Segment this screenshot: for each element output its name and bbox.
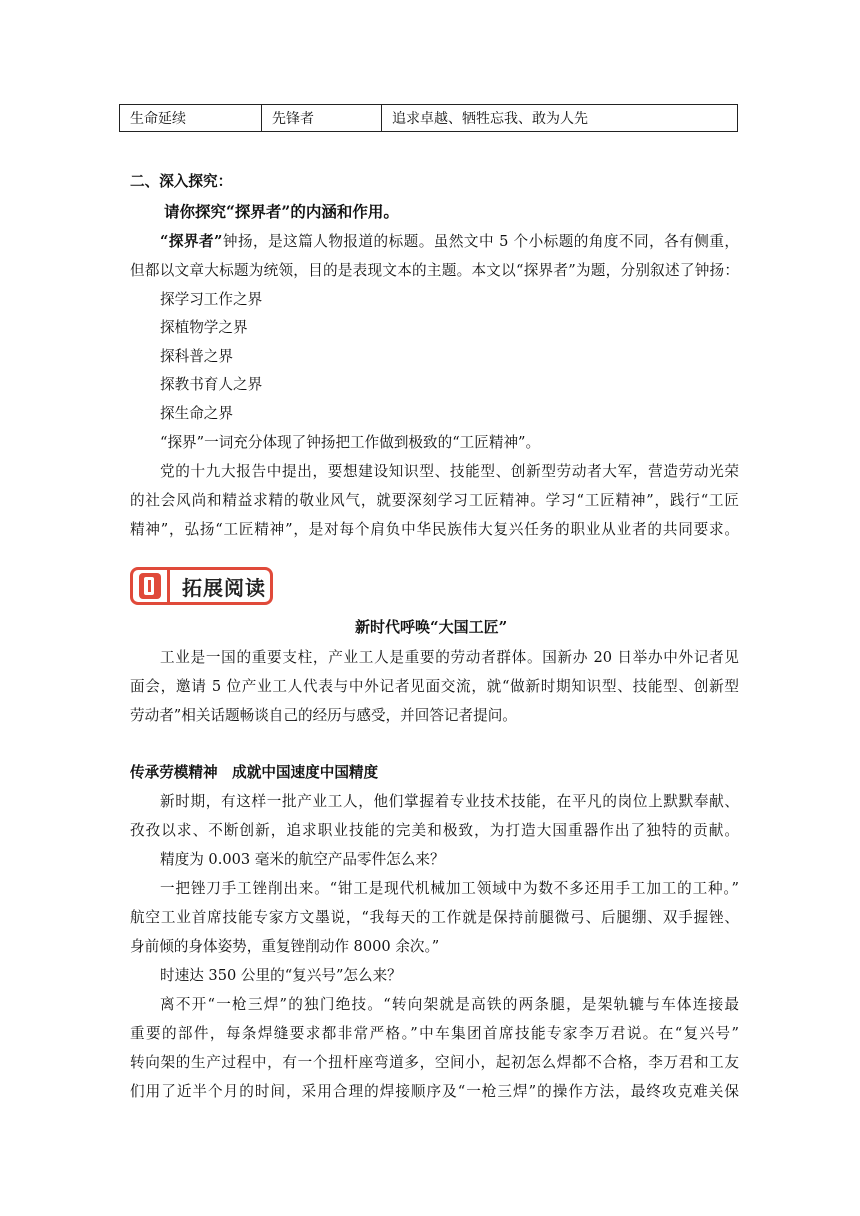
paragraph-text: 钟扬，是这篇人物报道的标题。虽然文中 5 个小标题的角度不同，各有侧重， (222, 233, 739, 250)
paragraph-line: 们用了近半个月的时间，采用合理的焊接顺序及“一枪三焊”的操作方法，最终攻克难关保 (130, 1083, 739, 1100)
table-cell: 生命延续 (120, 105, 262, 132)
list-item: 探生命之界 (160, 405, 233, 422)
question-text: 请你探究“探界者”的内涵和作用。 (164, 202, 399, 221)
paragraph-line: 一把锉刀手工锉削出来。“钳工是现代机械加工领域中为数不多还用手工加工的工种。” (160, 880, 739, 897)
list-item: 探教书育人之界 (160, 376, 263, 393)
list-item: 探植物学之界 (160, 319, 248, 336)
book-icon (139, 573, 161, 599)
list-item: 探学习工作之界 (160, 291, 263, 308)
section-heading: 二、深入探究： (130, 173, 233, 190)
paragraph-line: 重要的部件，每条焊缝要求都非常严格。”中车集团首席技能专家李万君说。在“复兴号” (130, 1025, 739, 1042)
question-line: 时速达 350 公里的“复兴号”怎么来？ (160, 967, 402, 984)
paragraph-line: 面会，邀请 5 位产业工人代表与中外记者见面交流，就“做新时期知识型、技能型、创新型 (130, 678, 739, 695)
table-row (120, 105, 738, 132)
paragraph-line: 劳动者”相关话题畅谈自己的经历与感受，并回答记者提问。 (130, 707, 517, 724)
paragraph-line: 转向架的生产过程中，有一个扭杆座弯道多，空间小，起初怎么焊都不合格，李万君和工友 (130, 1054, 739, 1071)
paragraph-line: 孜孜以求、不断创新，追求职业技能的完美和极致，为打造大国重器作出了独特的贡献。 (130, 822, 739, 839)
badge-label: 拓展阅读 (182, 575, 266, 600)
article-subtitle: 传承劳模精神 成就中国速度中国精度 (130, 764, 379, 781)
badge-divider (167, 570, 170, 602)
paragraph-line: 党的十九大报告中提出，要想建设知识型、技能型、创新型劳动者大军，营造劳动光荣 (160, 463, 739, 480)
article-title: 新时代呼唤“大国工匠” (355, 618, 508, 636)
extended-reading-badge (130, 567, 273, 605)
question-line: 精度为 0.003 毫米的航空产品零件怎么来？ (160, 851, 445, 868)
paragraph-line: 新时期，有这样一批产业工人，他们掌握着专业技术技能，在平凡的岗位上默默奉献、 (160, 793, 739, 810)
paragraph-line (160, 232, 739, 252)
paragraph-line: 的社会风尚和精益求精的敬业风气，就要深刻学习工匠精神。学习“工匠精神”，践行“工匠 (130, 492, 739, 509)
table-cell: 追求卓越、牺牲忘我、敢为人先 (382, 105, 738, 132)
paragraph-line: 精神”，弘扬“工匠精神”，是对每个肩负中华民族伟大复兴任务的职业从业者的共同要求。 (130, 521, 739, 538)
virtue-table (119, 104, 738, 132)
paragraph-line: 但都以文章大标题为统领，目的是表现文本的主题。本文以“探界者”为题，分别叙述了钟扬： (130, 262, 739, 279)
paragraph-line: 身前倾的身体姿势，重复锉削动作 8000 余次。” (130, 938, 440, 955)
term-bold: “探界者” (160, 233, 223, 250)
paragraph-line: “探界”一词充分体现了钟扬把工作做到极致的“工匠精神”。 (160, 434, 541, 451)
paragraph-line: 航空工业首席技能专家方文墨说，“我每天的工作就是保持前腿微弓、后腿绷、双手握锉、 (130, 909, 739, 926)
table-cell: 先锋者 (262, 105, 382, 132)
list-item: 探科普之界 (160, 348, 233, 365)
paragraph-line: 离不开“一枪三焊”的独门绝技。“转向架就是高铁的两条腿，是架轨辘与车体连接最 (160, 996, 739, 1013)
paragraph-line: 工业是一国的重要支柱，产业工人是重要的劳动者群体。国新办 20 日举办中外记者见 (160, 649, 739, 666)
